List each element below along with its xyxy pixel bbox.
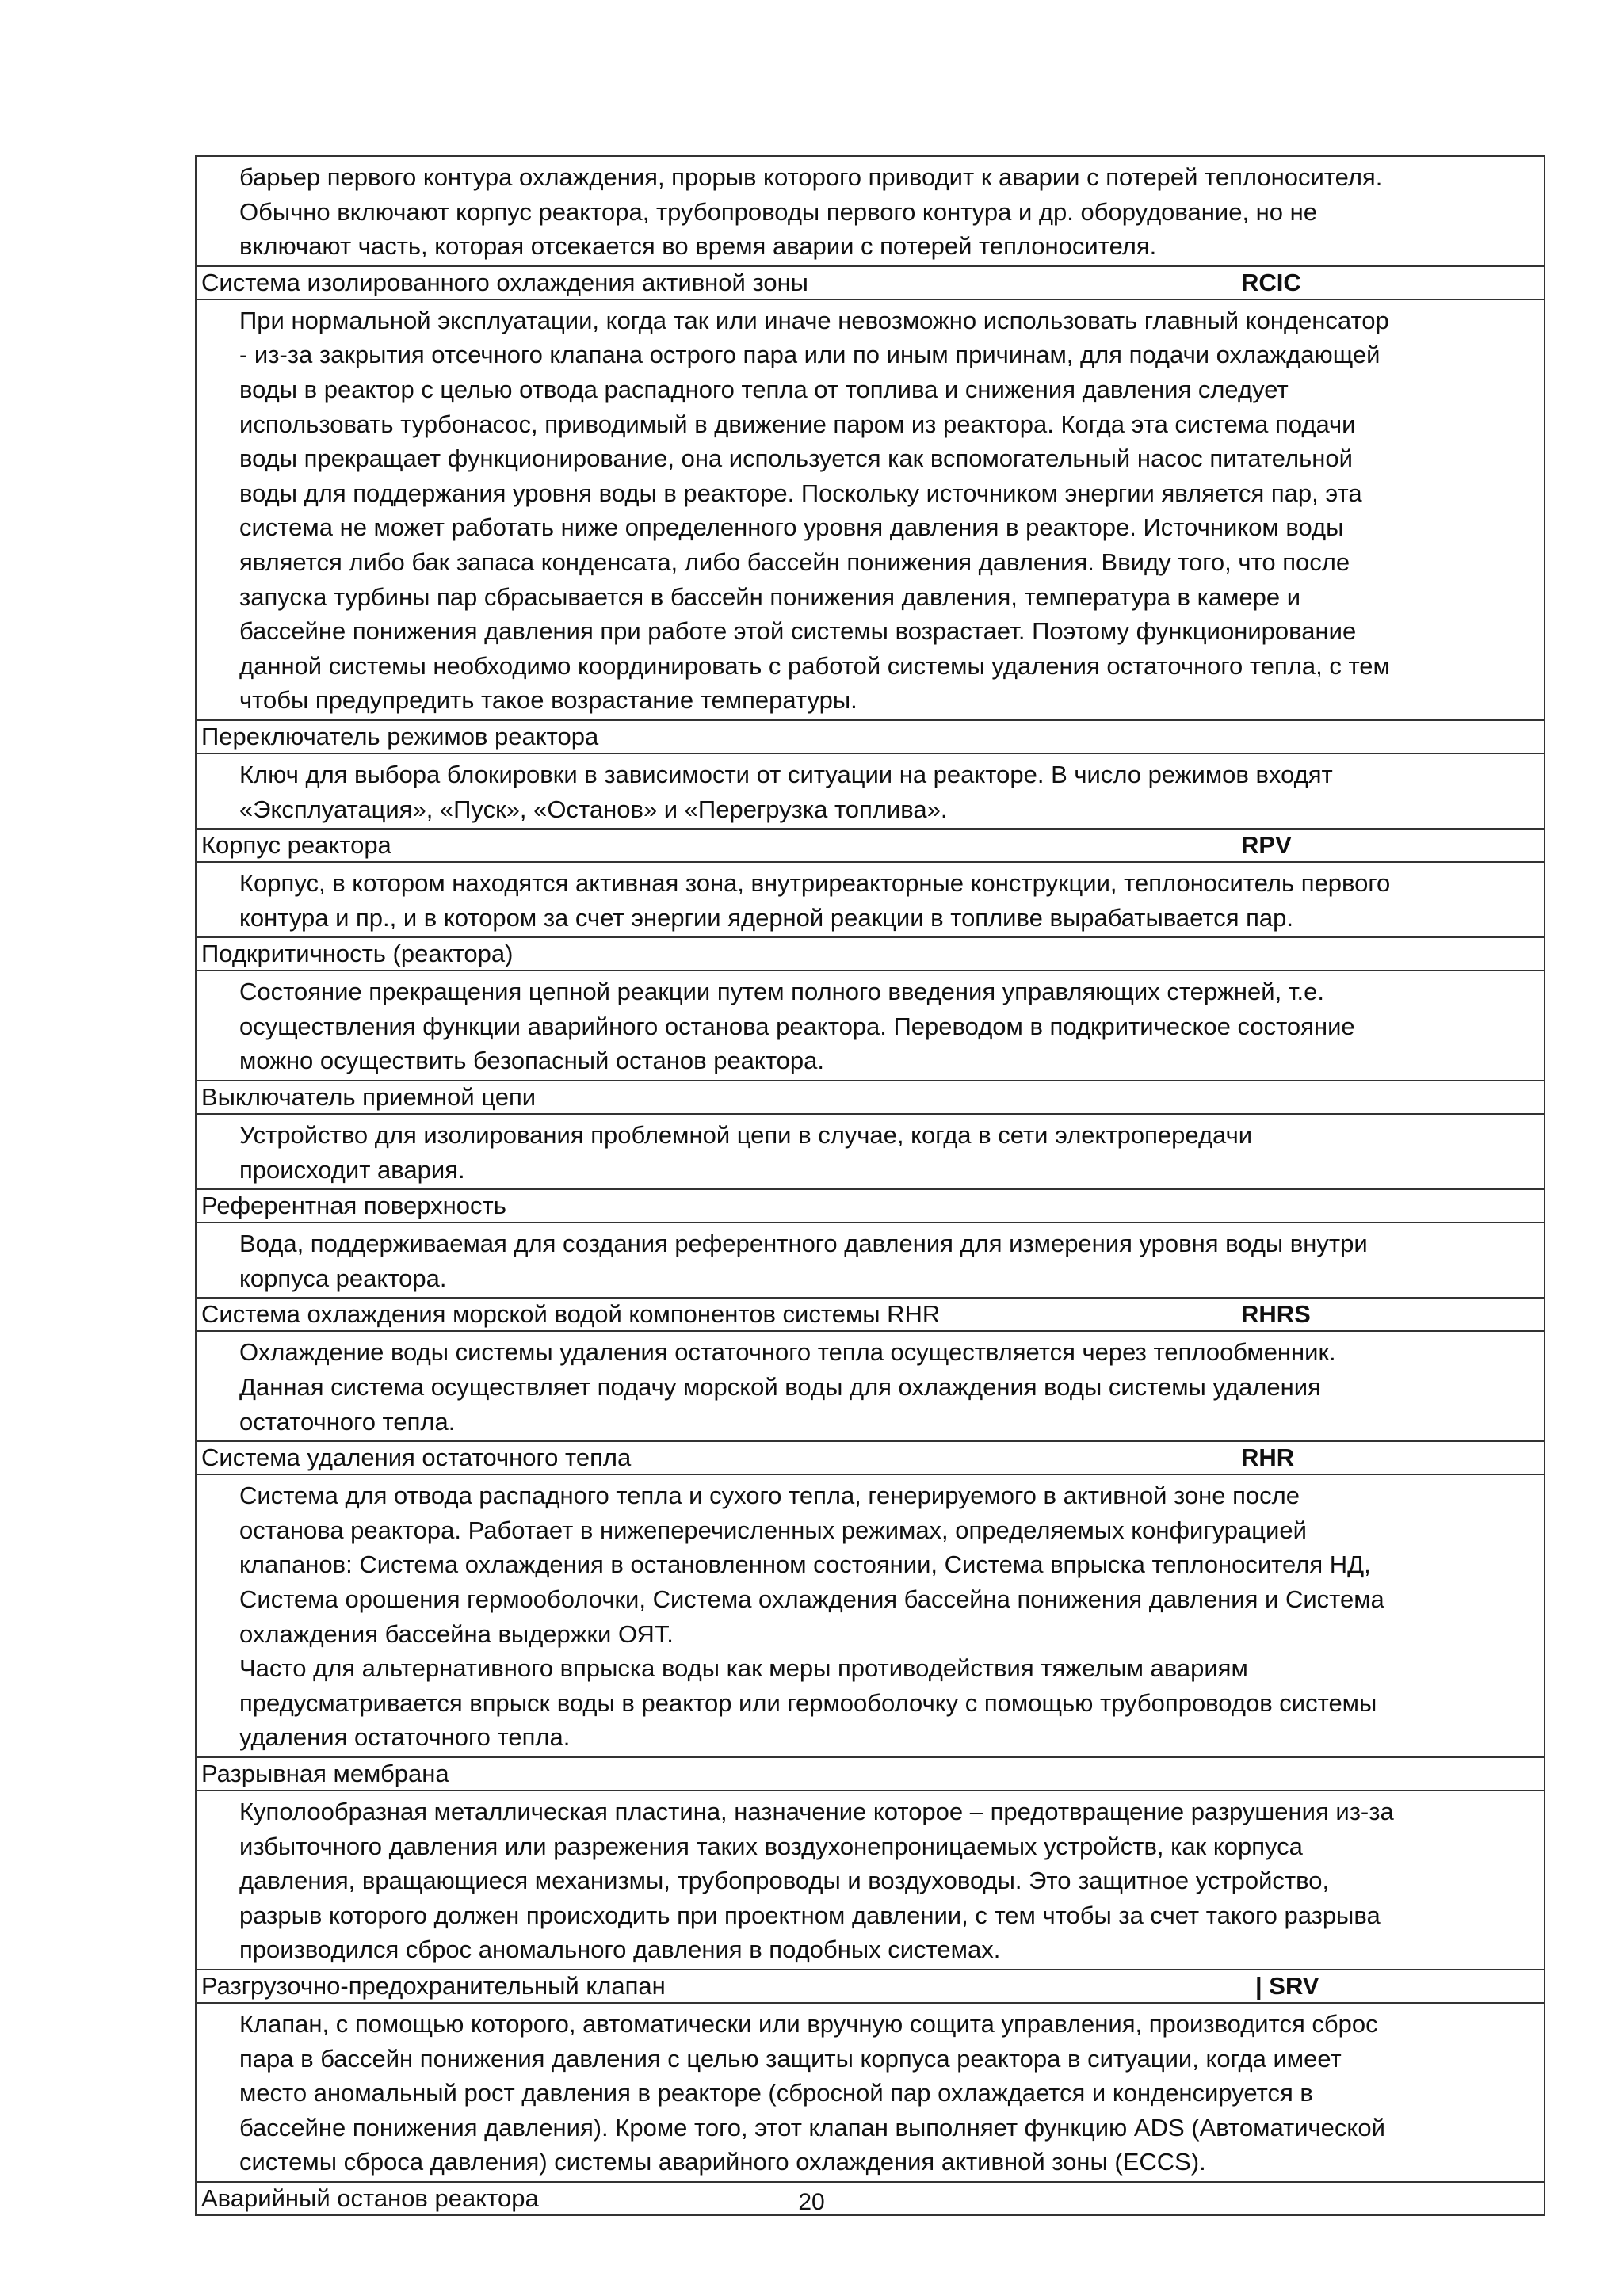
definition-line: Ключ для выбора блокировки в зависимости от ситуации на реакторе. В число режимов входят	[239, 760, 1333, 788]
definition-line: контура и пр., и в котором за счет энергии ядерной реакции в топливе вырабатывается пар.	[239, 903, 1293, 932]
definition-line: давления, вращающиеся механизмы, трубопроводы и воздуховоды. Это защитное устройство,	[239, 1867, 1330, 1895]
definition-line: Система для отвода распадного тепла и сухого тепла, генерируемого в активной зоне после	[239, 1482, 1300, 1510]
definition-cell	[197, 754, 1544, 830]
definition-cell	[197, 1791, 1544, 1970]
term-cell	[197, 1442, 1544, 1475]
glossary-table	[195, 155, 1545, 2216]
definition-line: производился сброс аномального давления в подобных системах.	[239, 1936, 1001, 1964]
definition-cell	[197, 2004, 1544, 2183]
term-label: Референтная поверхность	[201, 1192, 506, 1220]
term-label: Система изолированного охлаждения активной зоны	[201, 268, 808, 296]
term-abbreviation: RHR	[1241, 1444, 1295, 1472]
definition-line: воды в реактор с целью отвода распадного тепла от топлива и снижения давления следует	[239, 375, 1289, 403]
definition-line: Состояние прекращения цепной реакции путем полного введения управляющих стержней, т.е.	[239, 978, 1325, 1006]
definition-line: - из-за закрытия отсечного клапана острого пара или по иным причинам, для подачи охлаждающей	[239, 341, 1381, 369]
term-label: Система охлаждения морской водой компонентов системы RHR	[201, 1300, 941, 1329]
definition-line: Корпус, в котором находятся активная зона, внутриреакторные конструкции, теплоноситель первого	[239, 869, 1391, 898]
term-label: Разрывная мембрана	[201, 1759, 449, 1787]
term-label: Разгрузочно-предохранительный клапан	[201, 1971, 666, 2000]
term-cell	[197, 1190, 1544, 1223]
definition-line: «Эксплуатация», «Пуск», «Останов» и «Перегрузка топлива».	[239, 795, 948, 823]
definition-line: Устройство для изолирования проблемной цепи в случае, когда в сети электропередачи	[239, 1121, 1253, 1150]
page-number: 20	[798, 2189, 825, 2215]
definition-line: пара в бассейн понижения давления с целью защиты корпуса реактора в ситуации, когда имеет	[239, 2044, 1342, 2073]
definition-line: охлаждения бассейна выдержки ОЯТ.	[239, 1619, 674, 1648]
definition-cell	[197, 1332, 1544, 1442]
definition-line: корпуса реактора.	[239, 1264, 447, 1292]
definition-line: Часто для альтернативного впрыска воды как меры противодействия тяжелым авариям	[239, 1654, 1248, 1683]
definition-line: избыточного давления или разрежения таких воздухонепроницаемых устройств, как корпуса	[239, 1832, 1303, 1860]
definition-cell	[197, 971, 1544, 1081]
definition-line: данной системы необходимо координировать с работой системы удаления остаточного тепла, с тем	[239, 651, 1390, 680]
term-cell	[197, 938, 1544, 971]
definition-line: Охлаждение воды системы удаления остаточного тепла осуществляется через теплообменник.	[239, 1338, 1336, 1367]
term-label: Аварийный останов реактора	[201, 2183, 539, 2212]
term-cell	[197, 830, 1544, 863]
definition-line: Система орошения гермооболочки, Система охлаждения бассейна понижения давления и Система	[239, 1585, 1384, 1613]
definition-line: осуществления функции аварийного останова реактора. Переводом в подкритическое состояние	[239, 1012, 1355, 1040]
definition-line: происходит авария.	[239, 1155, 465, 1184]
definition-line: включают часть, которая отсекается во время аварии с потерей теплоносителя.	[239, 232, 1157, 261]
definition-line: Обычно включают корпус реактора, трубопроводы первого контура и др. оборудование, но не	[239, 197, 1318, 226]
definition-line: чтобы предупредить такое возрастание температуры.	[239, 686, 857, 715]
definition-line: предусматривается впрыск воды в реактор или гермооболочку с помощью трубопроводов системы	[239, 1688, 1377, 1717]
definition-line: воды прекращает функционирование, она используется как вспомогательный насос питательной	[239, 444, 1353, 473]
definition-line: При нормальной эксплуатации, когда так или иначе невозможно использовать главный конденсатор	[239, 306, 1389, 334]
definition-line: разрыв которого должен происходить при проектном давлении, с тем чтобы за счет такого разрыва	[239, 1901, 1381, 1929]
term-label: Подкритичность (реактора)	[201, 940, 514, 968]
term-cell	[197, 267, 1544, 300]
definition-line: воды для поддержания уровня воды в реакторе. Поскольку источником энергии является пар, эта	[239, 479, 1362, 507]
definition-line: клапанов: Система охлаждения в остановленном состоянии, Система впрыска теплоносителя НД,	[239, 1550, 1371, 1579]
term-label: Система удаления остаточного тепла	[201, 1444, 632, 1472]
definition-line: системы сброса давления) системы аварийного охлаждения активной зоны (ECCS).	[239, 2148, 1206, 2176]
term-label: Переключатель режимов реактора	[201, 722, 599, 750]
definition-line: Вода, поддерживаемая для создания референтного давления для измерения уровня воды внутри	[239, 1230, 1368, 1258]
definition-line: является либо бак запаса конденсата, либо бассейн понижения давления. Ввиду того, что после	[239, 547, 1350, 576]
definition-line: бассейне понижения давления при работе этой системы возрастает. Поэтому функционирование	[239, 617, 1357, 646]
term-cell	[197, 1081, 1544, 1115]
term-cell	[197, 1970, 1544, 2004]
definition-line: система не может работать ниже определенного уровня давления в реакторе. Источником воды	[239, 513, 1344, 542]
definition-line: можно осуществить безопасный останов реактора.	[239, 1047, 825, 1075]
definition-line: остаточного тепла.	[239, 1407, 456, 1436]
definition-cell	[197, 1115, 1544, 1190]
definition-cell	[197, 1475, 1544, 1758]
term-label: Выключатель приемной цепи	[201, 1083, 537, 1112]
definition-cell	[197, 1223, 1544, 1299]
definition-line: удаления остаточного тепла.	[239, 1723, 571, 1752]
definition-line: останова реактора. Работает в нижеперечисленных режимах, определяемых конфигурацией	[239, 1516, 1307, 1544]
definition-line: Куполообразная металлическая пластина, назначение которое – предотвращение разрушения из-за	[239, 1797, 1394, 1825]
term-label: Корпус реактора	[201, 831, 391, 860]
term-cell	[197, 721, 1544, 754]
definition-cell	[197, 863, 1544, 938]
definition-line: запуска турбины пар сбрасывается в бассейн понижения давления, температура в камере и	[239, 582, 1301, 611]
term-abbreviation: | SRV	[1255, 1971, 1319, 2000]
definition-line: бассейне понижения давления). Кроме того, этот клапан выполняет функцию ADS (Автоматической	[239, 2113, 1385, 2142]
term-abbreviation: RHRS	[1241, 1300, 1311, 1329]
definition-line: использовать турбонасос, приводимый в движение паром из реактора. Когда эта система подачи	[239, 410, 1356, 438]
term-abbreviation: RCIC	[1241, 268, 1301, 296]
term-cell	[197, 1758, 1544, 1791]
term-cell	[197, 1299, 1544, 1332]
term-abbreviation: RPV	[1241, 831, 1292, 860]
definition-line: место аномальный рост давления в реакторе (сбросной пар охлаждается и конденсируется в	[239, 2079, 1313, 2107]
definition-line: Данная система осуществляет подачу морской воды для охлаждения воды системы удаления	[239, 1373, 1321, 1402]
definition-cell	[197, 157, 1544, 267]
definition-line: Клапан, с помощью которого, автоматически или вручную сощита управления, производится сброс	[239, 2009, 1378, 2038]
definition-line: барьер первого контура охлаждения, прорыв которого приводит к аварии с потерей теплоносителя.	[239, 163, 1383, 191]
definition-cell	[197, 300, 1544, 721]
